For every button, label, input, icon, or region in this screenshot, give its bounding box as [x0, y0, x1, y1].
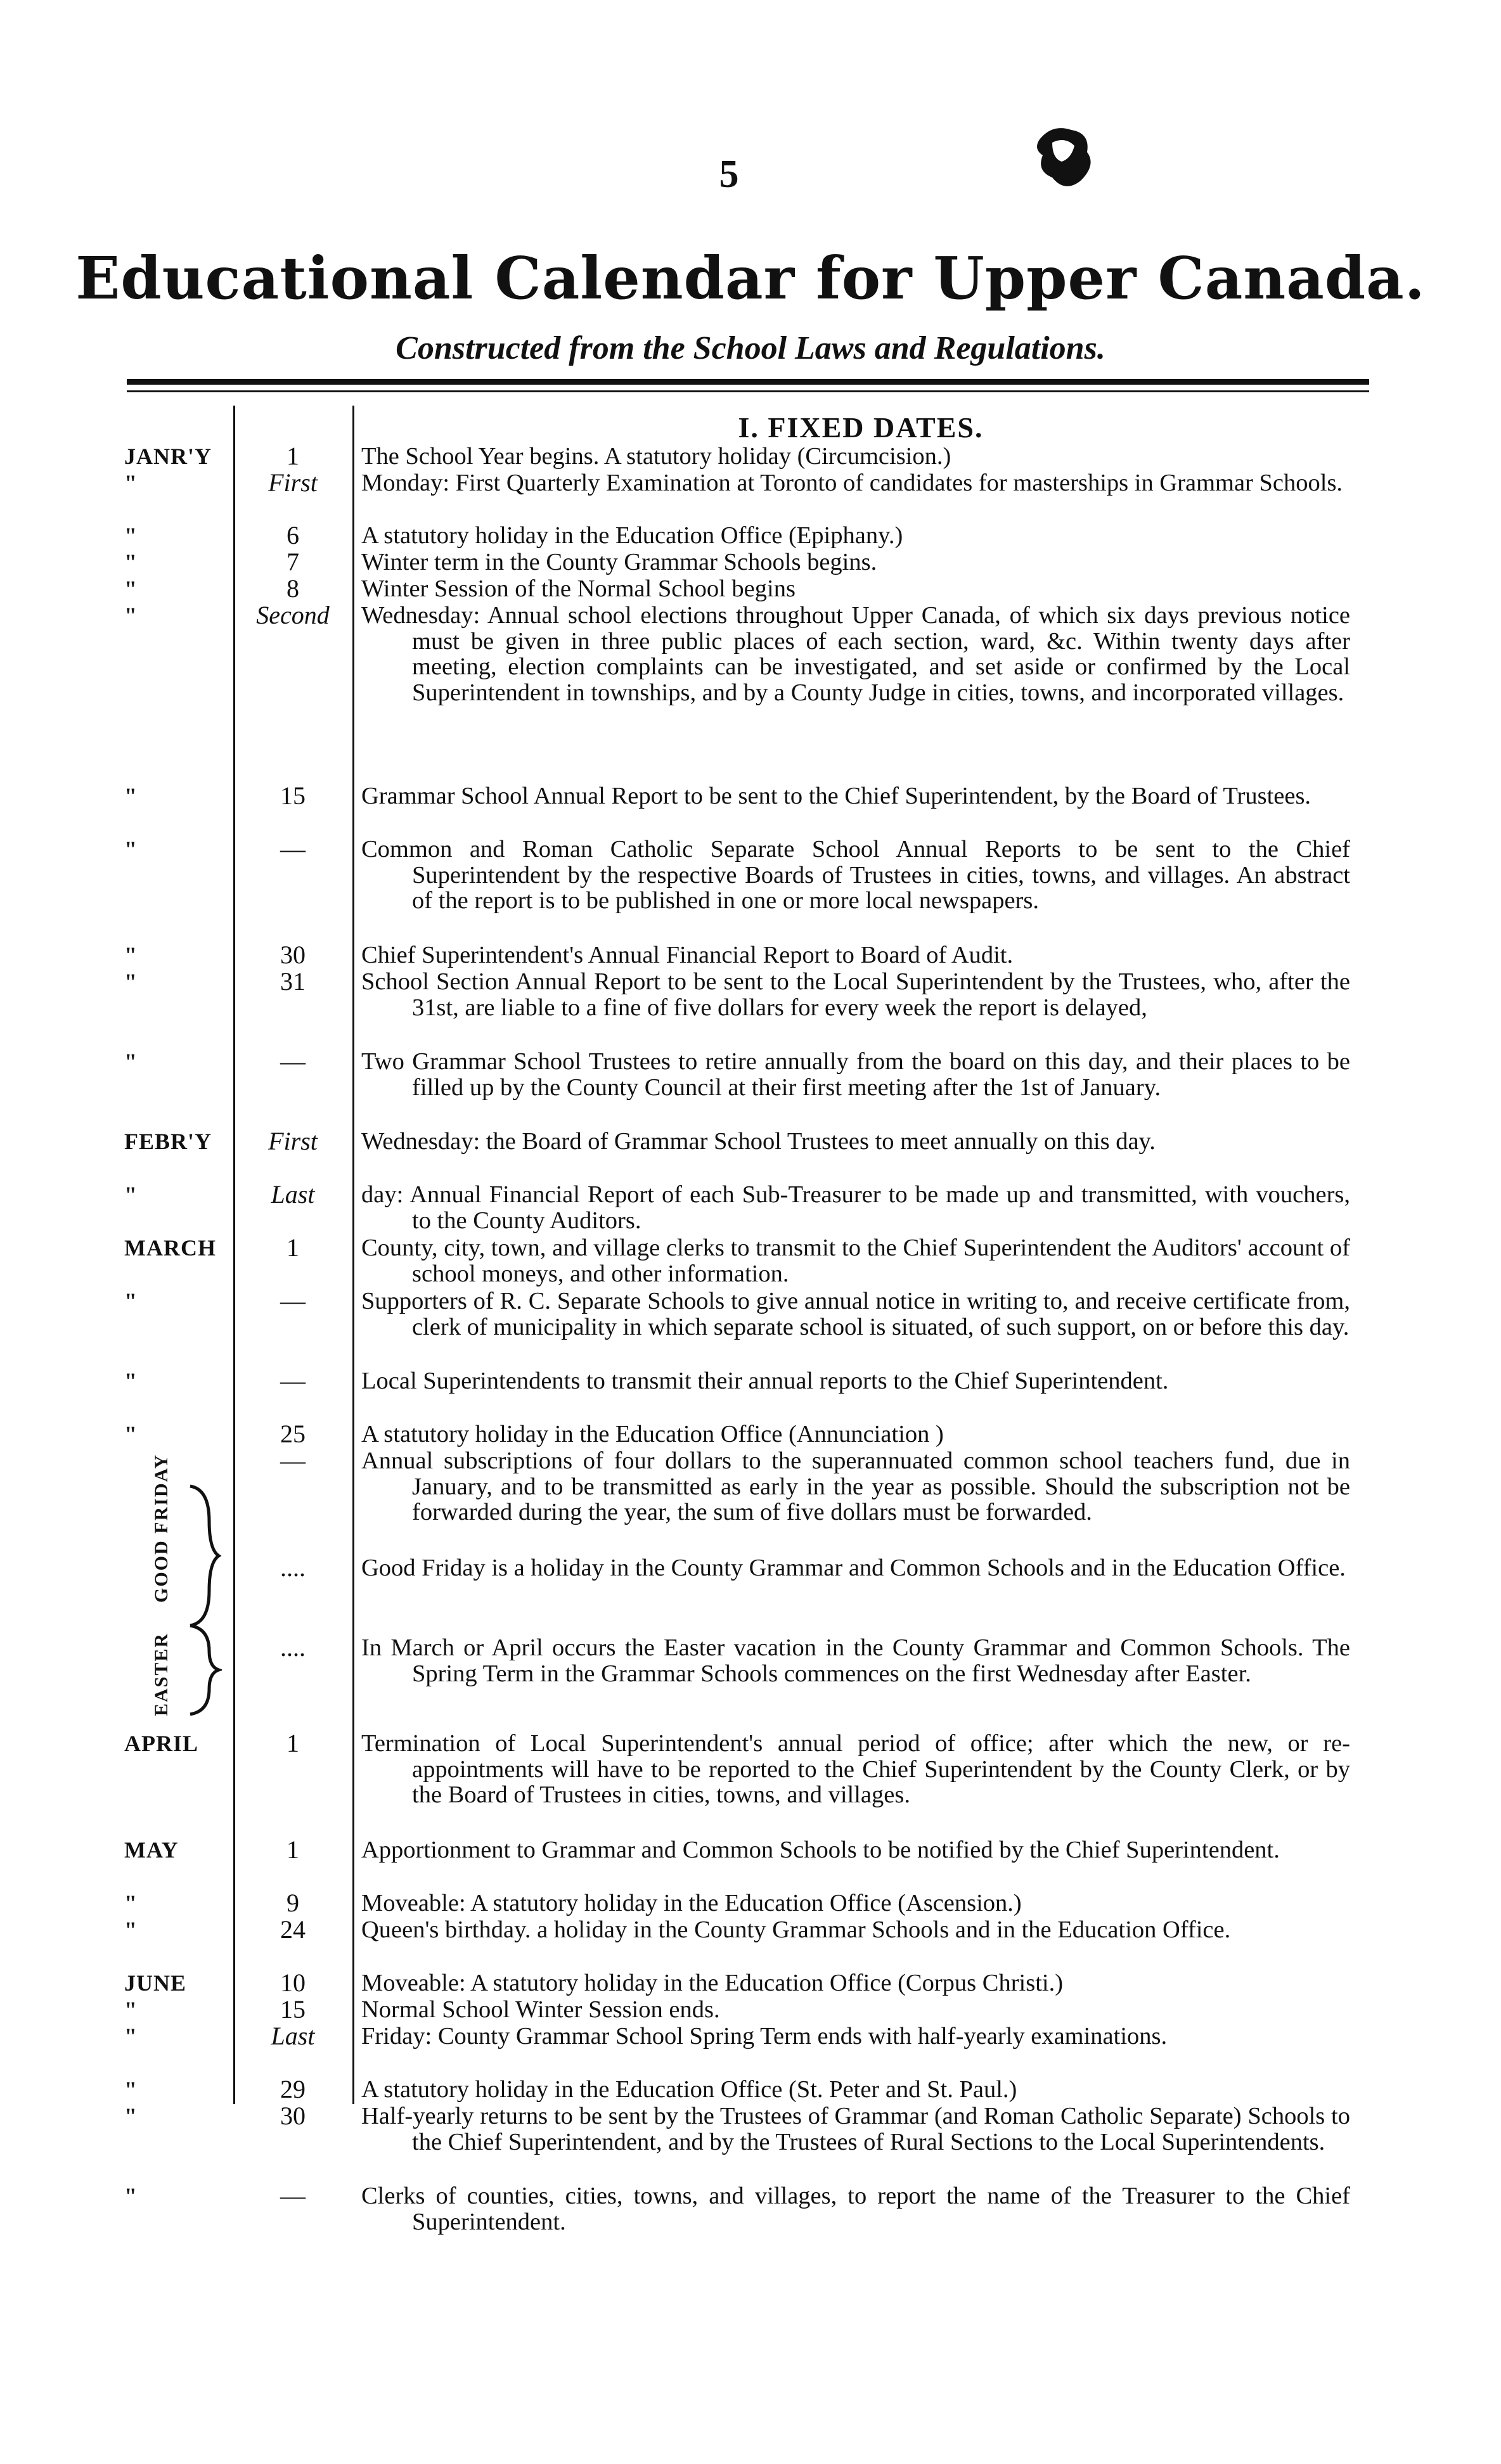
- entry-month: FEBR'Y: [124, 1129, 212, 1154]
- entry-date: 1: [287, 1835, 299, 1864]
- easter-side-label: EASTER: [151, 1632, 172, 1717]
- entry-date: ....: [280, 1553, 306, 1582]
- entry-month: MARCH: [124, 1235, 216, 1261]
- entry-text: Common and Roman Catholic Separate School Annual Reports to be sent to the Chief Superintendent by the respective Boards of Trustees in cities, towns, and villages. An abstract of the report is to be published in one or more local newspapers.: [361, 836, 1350, 914]
- entry-month: ": [124, 1368, 138, 1394]
- entry-date: —: [280, 1366, 306, 1395]
- entry-date: 7: [287, 548, 299, 576]
- entry-text: School Section Annual Report to be sent to the Local Superintendent by the Trustees, who, after the 31st, are liable to a fine of five dollars for every week the report is delayed,: [361, 968, 1350, 1021]
- entry-date: First: [268, 1127, 318, 1155]
- page-number: 5: [719, 153, 739, 196]
- good-friday-side-label: GOOD FRIDAY: [151, 1453, 172, 1603]
- entry-date: —: [280, 1287, 306, 1315]
- entry-text: Wednesday: Annual school elections throughout Upper Canada, of which six days previous notice must be given in three public places of each section, ward, &c. Within twenty days after meeting, election complaints can be investigated, and set aside or confirmed by the Local Superintendent in townships, and by a County Judge in cities, towns, and incorporated villages.: [361, 602, 1350, 706]
- entry-text: Annual subscriptions of four dollars to the superannuated common school teachers fund, due in January, and to be transmitted as early in the year as possible. Should the subscription not be forwarded during the year, the sum of five dollars must be forwarded.: [361, 1447, 1350, 1525]
- entry-text: The School Year begins. A statutory holiday (Circumcision.): [361, 443, 951, 470]
- entry-month: ": [124, 2103, 138, 2129]
- entry-text: Grammar School Annual Report to be sent to the Chief Superintendent, by the Board of Trustees.: [361, 783, 1311, 809]
- entry-month: ": [124, 603, 138, 628]
- entry-date: 30: [280, 940, 306, 969]
- entry-date: —: [280, 2181, 306, 2210]
- entry-month: ": [124, 1182, 138, 1207]
- entry-text: Clerks of counties, cities, towns, and villages, to report the name of the Treasurer to the Chief Superintendent.: [361, 2183, 1350, 2235]
- entry-month: ": [124, 783, 138, 809]
- entry-text: Moveable: A statutory holiday in the Education Office (Corpus Christi.): [361, 1970, 1064, 1996]
- entry-text: A statutory holiday in the Education Office (Epiphany.): [361, 522, 903, 549]
- entry-month: ": [124, 2183, 138, 2209]
- entry-date: Last: [271, 1180, 315, 1209]
- entry-date: 15: [280, 1995, 306, 2024]
- entry-text: Supporters of R. C. Separate Schools to give annual notice in writing to, and receive certificate from, clerk of municipality in which separate school is situated, of such support, on or before this day.: [361, 1288, 1350, 1340]
- entry-date: 6: [287, 521, 299, 549]
- entry-text: Monday: First Quarterly Examination at Toronto of candidates for masterships in Grammar Schools.: [361, 470, 1343, 496]
- entry-text: Termination of Local Superintendent's annual period of office; after which the new, or re-appointments will have to be reported to the Chief Superintendent by the County Clerk, or by the Board of Trustees in cities, towns, and villages.: [361, 1730, 1350, 1808]
- entry-date: —: [280, 835, 306, 863]
- entry-date: —: [280, 1047, 306, 1075]
- entry-month: ": [124, 2077, 138, 2102]
- entry-text: Two Grammar School Trustees to retire annually from the board on this day, and their places to be filled up by the County Council at their first meeting after the 1st of January.: [361, 1048, 1350, 1101]
- entry-month: ": [124, 2024, 138, 2049]
- entry-date: 25: [280, 1420, 306, 1448]
- entry-month: ": [124, 1890, 138, 1916]
- entry-month: MAY: [124, 1837, 179, 1863]
- entry-text: Wednesday: the Board of Grammar School Trustees to meet annually on this day.: [361, 1128, 1156, 1155]
- entry-month: ": [124, 576, 138, 601]
- entry-date: 9: [287, 1889, 299, 1917]
- entry-text: A statutory holiday in the Education Office (St. Peter and St. Paul.): [361, 2076, 1017, 2103]
- entry-date: 1: [287, 1729, 299, 1757]
- entry-month: ": [124, 1049, 138, 1074]
- page-subtitle: Constructed from the School Laws and Regulations.: [396, 330, 1105, 366]
- entry-month: ": [124, 837, 138, 862]
- easter-brace: [184, 1622, 222, 1717]
- entry-month: JANR'Y: [124, 444, 212, 469]
- entry-month: ": [124, 942, 138, 968]
- entry-text: A statutory holiday in the Education Office (Annunciation ): [361, 1421, 944, 1447]
- entry-date: 30: [280, 2101, 306, 2130]
- entry-text: County, city, town, and village clerks to transmit to the Chief Superintendent the Auditors' account of school moneys, and other information.: [361, 1235, 1350, 1287]
- entry-text: Queen's birthday. a holiday in the County Grammar Schools and in the Education Office.: [361, 1916, 1231, 1943]
- entry-month: ": [124, 1917, 138, 1942]
- entry-text: In March or April occurs the Easter vacation in the County Grammar and Common Schools. The Spring Term in the Grammar Schools commences on the first Wednesday after Easter.: [361, 1634, 1350, 1687]
- entry-text: Good Friday is a holiday in the County Grammar and Common Schools and in the Education Office.: [361, 1555, 1346, 1581]
- entry-text: Friday: County Grammar School Spring Term ends with half-yearly examinations.: [361, 2023, 1168, 2050]
- entry-text: day: Annual Financial Report of each Sub-Treasurer to be made up and transmitted, with vouchers, to the County Auditors.: [361, 1181, 1350, 1234]
- entry-month: ": [124, 1421, 138, 1447]
- entry-date: —: [280, 1446, 306, 1475]
- entry-text: Half-yearly returns to be sent by the Trustees of Grammar (and Roman Catholic Separate) Schools to the Chief Superintendent, and by the Trustees of Rural Sections to the Local Superintendents.: [361, 2103, 1350, 2155]
- entry-date: 10: [280, 1968, 306, 1997]
- entry-month: ": [124, 523, 138, 548]
- entry-date: 24: [280, 1915, 306, 1944]
- entry-month: ": [124, 549, 138, 575]
- entry-date: ....: [280, 1633, 306, 1662]
- entry-text: Winter term in the County Grammar Schools begins.: [361, 549, 877, 575]
- page-title: Educational Calendar for Upper Canada.: [75, 244, 1426, 312]
- entry-text: Normal School Winter Session ends.: [361, 1996, 720, 2023]
- entry-date: 1: [287, 442, 299, 470]
- entry-date: Last: [271, 2022, 315, 2050]
- entry-month: ": [124, 1288, 138, 1314]
- entry-date: 31: [280, 967, 306, 996]
- entry-month: ": [124, 1997, 138, 2022]
- entry-date: 8: [287, 574, 299, 603]
- entry-date: First: [268, 468, 318, 497]
- entry-month: ": [124, 470, 138, 496]
- entry-text: Moveable: A statutory holiday in the Education Office (Ascension.): [361, 1890, 1022, 1916]
- good-friday-brace: [184, 1483, 222, 1629]
- entry-text: Chief Superintendent's Annual Financial Report to Board of Audit.: [361, 942, 1014, 968]
- entry-text: Winter Session of the Normal School begins: [361, 575, 796, 602]
- entry-date: 15: [280, 781, 306, 810]
- entry-month: APRIL: [124, 1731, 199, 1756]
- entry-date: 29: [280, 2075, 306, 2103]
- entry-date: Second: [256, 601, 330, 629]
- section-heading: I. FIXED DATES.: [738, 411, 984, 444]
- entry-text: Local Superintendents to transmit their annual reports to the Chief Superintendent.: [361, 1368, 1169, 1394]
- entry-text: Apportionment to Grammar and Common Schools to be notified by the Chief Superintendent.: [361, 1837, 1280, 1863]
- entry-month: JUNE: [124, 1970, 187, 1996]
- entry-month: ": [124, 969, 138, 994]
- entry-date: 1: [287, 1233, 299, 1262]
